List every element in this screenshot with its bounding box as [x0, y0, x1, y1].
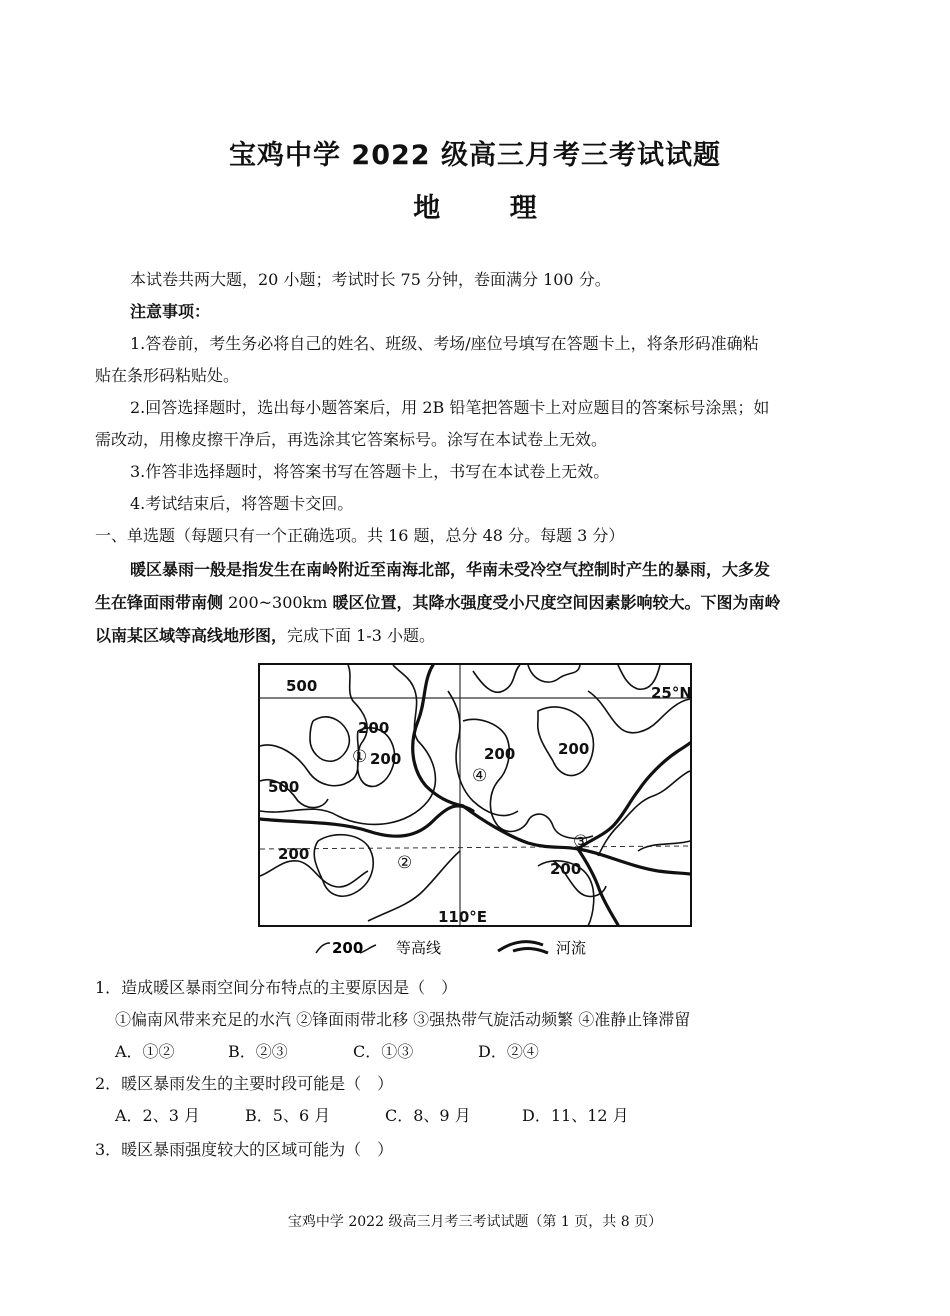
marker-4: ④	[472, 766, 488, 786]
q1-option-b: B．②③	[228, 1042, 288, 1061]
question-2-stem: 2．暖区暴雨发生的主要时段可能是（ ）	[95, 1074, 394, 1093]
longitude-label: 110°E	[438, 908, 488, 926]
legend-river-label: 河流	[556, 939, 587, 957]
q2-option-c: C．8、9 月	[385, 1106, 471, 1125]
front-dashed-line	[260, 846, 690, 849]
marker-1: ①	[352, 747, 368, 767]
contour-label-500-a: 500	[286, 677, 318, 695]
legend-contour-label: 等高线	[396, 939, 442, 957]
page-title: 宝鸡中学 2022 级高三月考三考试试题	[229, 140, 721, 171]
contour-map	[258, 661, 698, 961]
question-1-items: ①偏南风带来充足的水汽 ②锋面雨带北移 ③强热带气旋活动频繁 ④准静止锋滞留	[115, 1010, 691, 1029]
legend-contour-symbol	[316, 943, 330, 953]
notice-2: 2.回答选择题时，选出每小题答案后，用 2B 铅笔把答题卡上对应题目的答案标号涂黑；如	[130, 398, 770, 417]
contour-label-200-e: 200	[278, 845, 310, 863]
passage-bold-b: 暖区位置，其降水强度受小尺度空间因素影响较大。下图为南岭	[332, 593, 781, 612]
marker-3: ③	[573, 832, 589, 852]
passage-bold-c: 以南某区域等高线地形图，	[95, 626, 288, 645]
q2-option-a: A．2、3 月	[115, 1106, 201, 1125]
section-title: 一、单选题（每题只有一个正确选项。共 16 题，总分 48 分。每题 3 分）	[95, 526, 625, 545]
notice-2-cont: 需改动，用橡皮擦干净后，再选涂其它答案标号。涂写在本试卷上无效。	[95, 430, 608, 449]
notice-title: 注意事项：	[130, 302, 211, 321]
passage-bold-a: 生在锋面雨带南侧	[95, 593, 224, 612]
legend-river-symbol	[498, 942, 548, 953]
contour-lines	[260, 665, 690, 926]
passage-line-3	[95, 626, 435, 646]
notice-1-cont: 贴在条形码粘贴处。	[95, 366, 240, 385]
passage-line-1: 暖区暴雨一般是指发生在南岭附近至南海北部，华南未受冷空气控制时产生的暴雨，大多发	[130, 560, 771, 579]
passage-plain-2: 完成下面 1-3 小题。	[287, 626, 435, 645]
q2-option-b: B．5、6 月	[245, 1106, 331, 1125]
contour-label-200-d: 200	[558, 740, 590, 758]
intro-text: 本试卷共两大题，20 小题；考试时长 75 分钟，卷面满分 100 分。	[130, 270, 611, 289]
q1-option-c: C．①③	[353, 1042, 414, 1061]
notice-4: 4.考试结束后，将答题卡交回。	[130, 494, 354, 513]
map-legend	[316, 939, 586, 957]
marker-2: ②	[397, 853, 413, 873]
q1-option-a: A．①②	[115, 1042, 175, 1061]
passage-line-2	[95, 593, 781, 613]
q2-option-d: D．11、12 月	[522, 1106, 629, 1125]
latitude-label: 25°N	[651, 684, 692, 702]
page-footer: 宝鸡中学 2022 级高三月考三考试试题（第 1 页，共 8 页）	[287, 1214, 663, 1230]
passage-plain: 200~300km	[223, 593, 333, 612]
contour-label-200-a: 200	[358, 719, 390, 737]
question-3-stem: 3．暖区暴雨强度较大的区域可能为（ ）	[95, 1140, 394, 1159]
subject-title: 地 理	[413, 193, 567, 224]
contour-label-200-b: 200	[370, 750, 402, 768]
contour-label-200-f: 200	[550, 860, 582, 878]
question-1-stem: 1．造成暖区暴雨空间分布特点的主要原因是（ ）	[95, 978, 458, 997]
map-frame	[259, 664, 691, 926]
contour-label-500-b: 500	[268, 778, 300, 796]
notice-3: 3.作答非选择题时，将答案书写在答题卡上，书写在本试卷上无效。	[130, 462, 610, 481]
notice-1: 1.答卷前，考生务必将自己的姓名、班级、考场/座位号填写在答题卡上，将条形码准确粘	[130, 334, 759, 353]
contour-label-200-c: 200	[484, 745, 516, 763]
legend-contour-value: 200	[332, 939, 364, 957]
q1-option-d: D．②④	[478, 1042, 539, 1061]
